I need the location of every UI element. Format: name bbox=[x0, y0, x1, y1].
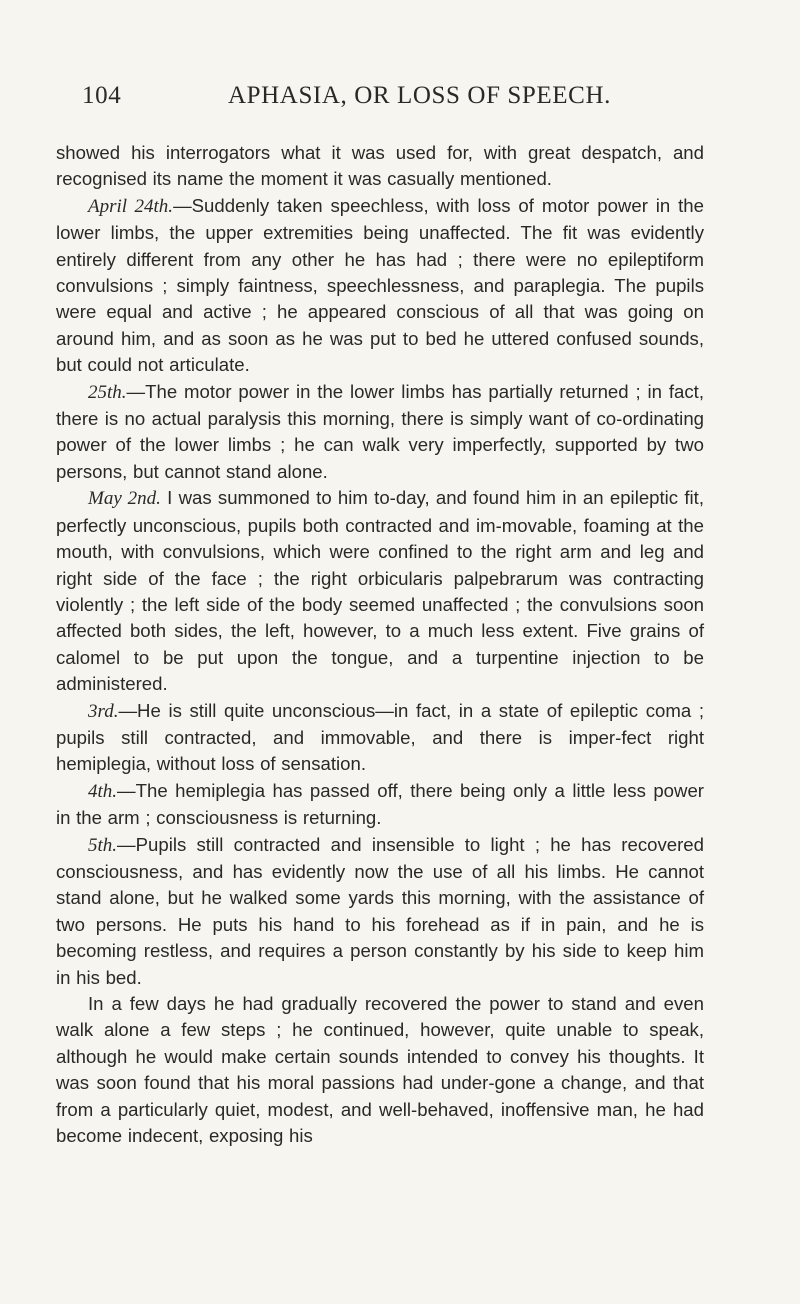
paragraph-5th bbox=[56, 832, 704, 991]
entry-date: April 24th. bbox=[88, 195, 174, 217]
entry-date: 3rd. bbox=[88, 700, 119, 722]
paragraph-text: showed his interrogators what it was used for, with great despatch, and recognised its name the moment it was casually mentioned. bbox=[56, 142, 704, 190]
paragraph-continuation bbox=[56, 140, 704, 193]
running-title: APHASIA, OR LOSS OF SPEECH. bbox=[228, 82, 611, 109]
paragraph-text: —The hemiplegia has passed off, there being only a little less power in the arm ; consciousness is returning. bbox=[56, 779, 704, 829]
paragraph-25th bbox=[56, 379, 704, 486]
paragraph-text: I was summoned to him to-day, and found him in an epileptic fit, perfectly unconscious, pupils both contracted and im-movable, foaming at the mouth, with convulsions, which were confined to the right arm and leg and right side of the face ; the right orbicularis palpebrarum was contracting violently ; the left side of the body seemed unaffected ; the convulsions soon affected both sides, the left, however, to a much less extent. Five grains of calomel to be put upon the tongue, and a turpentine injection to be administered. bbox=[56, 487, 704, 695]
paragraph-april-24 bbox=[56, 193, 704, 379]
running-header bbox=[82, 82, 718, 122]
paragraph-text: In a few days he had gradually recovered the power to stand and even walk alone a few steps ; he continued, however, quite unable to speak, although he would make certain sounds intended to convey his thoughts. It was soon found that his moral passions had under-gone a change, and that from a particularly quiet, modest, and well-behaved, inoffensive man, he had become indecent, exposing his bbox=[56, 993, 704, 1147]
paragraph-3rd bbox=[56, 698, 704, 778]
paragraph-may-2nd bbox=[56, 485, 704, 697]
paragraph-4th bbox=[56, 778, 704, 832]
paragraph-text: —Pupils still contracted and insensible to light ; he has recovered consciousness, and has evidently now the use of all his limbs. He cannot stand alone, but he walked some yards this morning, with the assistance of two persons. He puts his hand to his forehead as if in pain, and he is becoming restless, and requires a person constantly by his side to keep him in his bed. bbox=[56, 833, 704, 988]
page-number: 104 bbox=[82, 82, 122, 109]
paragraph-text: —The motor power in the lower limbs has partially returned ; in fact, there is no actual paralysis this morning, there is simply want of co-ordinating power of the lower limbs ; he can walk very imperfectly, supported by two persons, but cannot stand alone. bbox=[56, 380, 704, 482]
entry-date: 4th. bbox=[88, 780, 118, 802]
entry-date: 5th. bbox=[88, 834, 118, 856]
entry-date: May 2nd. bbox=[88, 488, 161, 510]
body-text bbox=[56, 140, 704, 1149]
paragraph-text: —He is still quite unconscious—in fact, in a state of epileptic coma ; pupils still contracted, and immovable, and there is imper-fect right hemiplegia, without loss of sensation. bbox=[56, 699, 704, 775]
paragraph-text: —Suddenly taken speechless, with loss of motor power in the lower limbs, the upper extremities being unaffected. The fit was evidently entirely different from any other he has had ; there were no epileptiform convulsions ; simply faintness, speechlessness, and paraplegia. The pupils were equal and active ; he appeared conscious of all that was going on around him, and as soon as he was put to bed he uttered confused sounds, but could not articulate. bbox=[56, 194, 704, 376]
paragraph-recovery bbox=[56, 991, 704, 1149]
entry-date: 25th. bbox=[88, 381, 127, 403]
